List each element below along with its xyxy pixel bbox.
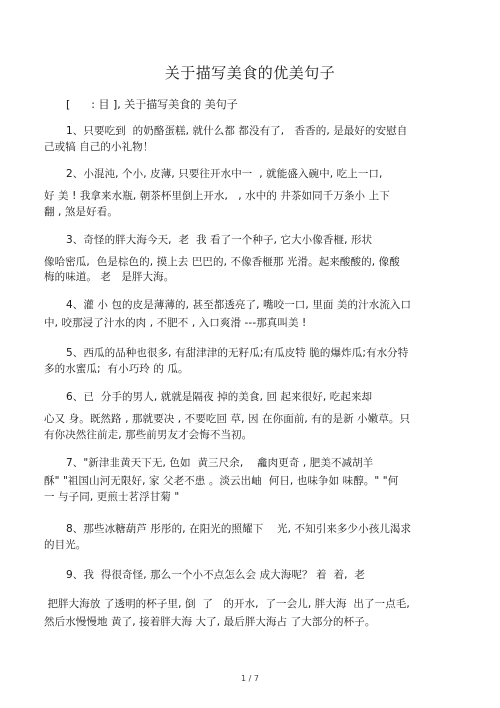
paragraph-line: 6、已 分手的男人, 就就是隔夜 掉的美食, 回 起来很好, 吃起来却 — [66, 391, 373, 403]
paragraph-line: 7、"新津韭黄天下无, 色如 黄三尺余, 龕肉更奇 , 肥美不减胡羊 — [66, 457, 374, 469]
paragraph-line: 1、只要吃到 的奶酪蛋糕, 就什么都 都没有了, 香香的, 是最好的安慰自 — [66, 125, 408, 137]
paragraph-line: 梅的味道。 老 是胖大海。 — [44, 271, 175, 283]
paragraph-line: 把胖大海放 了透明的杯子里, 倒 了 的开水, 了一会儿, 胖大海 出了一点毛, — [44, 598, 410, 610]
paragraph-line: 有你决然往前走, 那些前男友才会悔不当初。 — [44, 429, 253, 441]
paragraph-line: 2、小混沌, 个小, 皮薄, 只要往开水中一 , 就能盛入碗中, 吃上一口, — [66, 168, 383, 180]
paragraph-line: 像哈密瓜, 色是棕色的, 摸上去 巴巴的, 不像香榧那 光滑。起来酸酸的, 像酸 — [44, 256, 400, 268]
paragraph-line: 酥" "祖国山河无限好, 家 父老不患 。淡云出岫 何日, 也味争如 味醇。" "何 — [44, 475, 399, 487]
paragraph-line: 中, 咬那浸了汁水的肉 , 不肥不 , 入口爽滑 ---那真叫美 ! — [44, 317, 307, 329]
paragraph-line: 4、灌 小 包的皮是薄薄的, 甚至都透亮了, 嘴咬一口, 里面 美的汁水流入口 — [66, 299, 412, 311]
paragraph-line: 翻 , 煞是好看。 — [44, 206, 118, 218]
paragraph-line: 5、西瓜的品种也很多, 有甜津津的无籽瓜;有瓜皮特 脆的爆炸瓜;有水分特 — [66, 347, 409, 359]
page-number: 1 / 7 — [241, 674, 259, 683]
paragraph-line: 的目光。 — [44, 539, 87, 551]
paragraph-line: 然后水慢慢地 黄了, 接着胖大海 大了, 最后胖大海占 了大部分的杯子。 — [44, 616, 376, 628]
paragraph-line: 8、那些冰糖葫芦 彤彤的, 在阳光的照耀下 光, 不知引来多少小孩儿渴求 — [66, 523, 412, 535]
paragraph-line: 一 与子同, 更煎士茗浮甘菊 " — [44, 491, 180, 503]
paragraph-line: 己或犒 自己的小礼物！ — [44, 141, 154, 153]
paragraph-line: 好 美 ! 我拿来水瓶, 朝茶杯里倒上开水, , 水中的 井茶如同千万条小 上下 — [44, 190, 390, 202]
paragraph-line: 9、我 得很奇怪, 那么一个小不点怎么会 成大海呢？ 着 着, 老 — [66, 569, 365, 581]
meta-line: [ : 目 ], 关于描写美食的 美句子 — [66, 98, 238, 111]
page-title: 关于描写美食的优美句子 — [164, 64, 336, 82]
paragraph-line: 3、奇怪的胖大海今天, 老 我 看了一个种子, 它大小像香榧, 形状 — [66, 234, 373, 246]
paragraph-line: 心又 身。既然路 , 那就要决 , 不要吃回 草, 因 在你面前, 有的是新 小嫩草。只 — [44, 413, 411, 425]
paragraph-line: 多的水蜜瓜; 有小巧玲 的 瓜。 — [44, 363, 189, 375]
